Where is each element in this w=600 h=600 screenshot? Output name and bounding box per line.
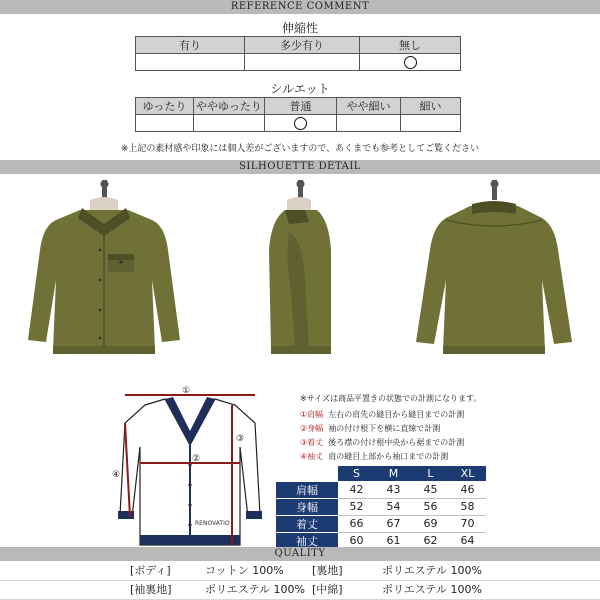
jacket-front-photo — [10, 180, 200, 370]
measurement-diagram — [110, 385, 270, 570]
silhouette-option-5: 細い — [401, 98, 461, 115]
size-header-l: L — [412, 466, 449, 481]
stretch-option-3: 無し — [360, 37, 461, 54]
diagram-label-3: ③ — [236, 434, 245, 444]
stretch-option-1: 有り — [136, 37, 245, 54]
jacket-back-photo — [400, 180, 590, 370]
diagram-label-4: ④ — [112, 470, 121, 480]
measure-note: ※サイズは商品平置きの状態での計測になります。 — [300, 394, 482, 403]
stretch-scale — [135, 36, 461, 71]
silhouette-option-1: ゆったり — [136, 98, 194, 115]
size-table — [276, 466, 486, 550]
stretch-title: 伸縮性 — [281, 21, 318, 35]
quality-band: QUALITY — [0, 547, 600, 561]
size-header-m: M — [375, 466, 412, 481]
silhouette-scale — [135, 97, 461, 132]
diagram-label-1: ① — [182, 386, 191, 396]
reference-note: ※上記の素材感や印象には個人差がございますので、あくまでも参考としてご覧ください — [120, 144, 480, 154]
diagram-brand: RENOVATIO — [195, 520, 230, 527]
size-header-xl: XL — [449, 466, 486, 481]
table-row: 肩幅 42 43 45 46 — [276, 481, 486, 498]
silhouette-detail-band: SILHOUETTE DETAIL — [0, 160, 600, 174]
silhouette-option-2: ややゆったり — [194, 98, 265, 115]
jacket-side-photo — [205, 180, 395, 370]
silhouette-option-3: 普通 — [265, 98, 337, 115]
silhouette-title: シルエット — [270, 82, 330, 96]
quality-row-2: [袖裏地] ポリエステル 100% [中綿] ポリエステル 100% — [0, 580, 600, 600]
table-row: 袖丈 60 61 62 64 — [276, 532, 486, 549]
size-header-s: S — [338, 466, 375, 481]
reference-comment-band: REFERENCE COMMENT — [0, 0, 600, 14]
stretch-option-2: 多少有り — [245, 37, 360, 54]
silhouette-option-4: やや細い — [337, 98, 401, 115]
selected-circle-icon — [404, 56, 417, 69]
legend-row-3: ③着丈 後ろ襟の付け根中央から裾までの計測 — [300, 438, 465, 447]
selected-circle-icon — [294, 117, 307, 130]
diagram-label-2: ② — [192, 454, 201, 464]
table-row: 着丈 66 67 69 70 — [276, 515, 486, 532]
quality-row-1: [ボディ] コットン 100% [裏地] ポリエステル 100% — [0, 561, 600, 581]
legend-row-1: ①肩幅 左右の肩先の縫目から縫目までの計測 — [300, 410, 465, 419]
legend-row-2: ②身幅 袖の付け根下を横に直線で計測 — [300, 424, 441, 433]
legend-row-4: ④袖丈 肩の縫目上部から袖口までの計測 — [300, 452, 449, 461]
table-row: 身幅 52 54 56 58 — [276, 498, 486, 515]
